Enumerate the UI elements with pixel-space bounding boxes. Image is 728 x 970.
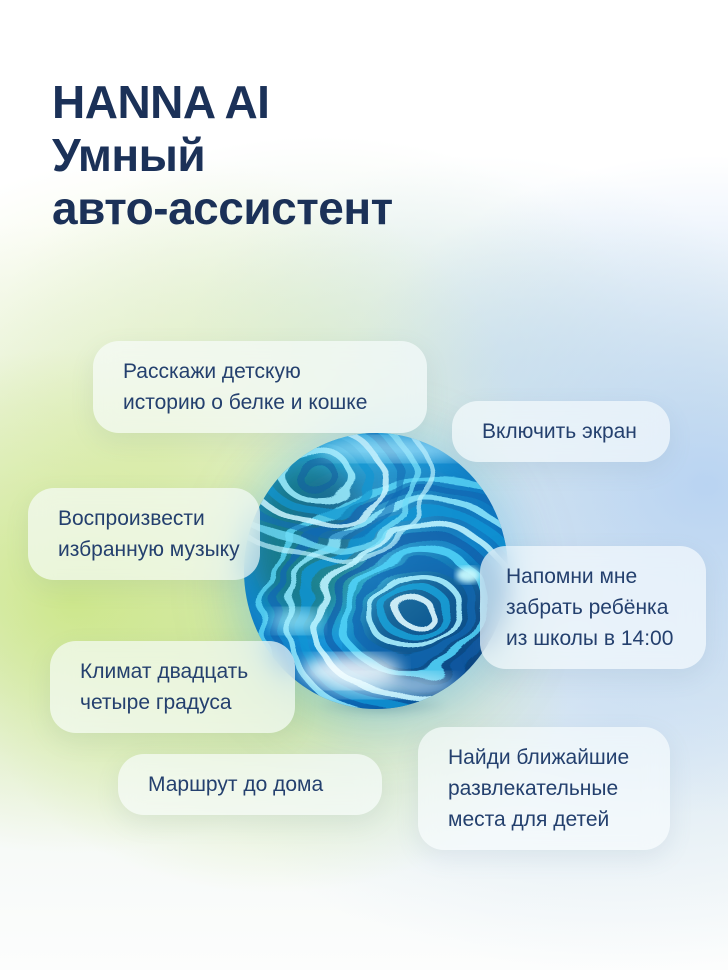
bubble-line: места для детей <box>448 808 610 831</box>
bubble-line: Напомни мне <box>506 565 638 588</box>
brand-name: HANNA AI <box>52 76 270 128</box>
speech-bubble-places <box>418 727 670 850</box>
bubble-line: Расскажи детскую <box>123 360 301 383</box>
title-line-2: авто-ассистент <box>52 182 393 234</box>
bubble-line: развлекательные <box>448 777 619 800</box>
bubble-line: Климат двадцать <box>80 660 249 683</box>
speech-bubble-music <box>28 488 260 580</box>
title-line-1: Умный <box>52 129 206 181</box>
speech-bubble-story <box>93 341 427 433</box>
bubble-line: Воспроизвести <box>58 507 205 530</box>
bubble-line: Маршрут до дома <box>148 773 324 796</box>
bubble-line: четыре градуса <box>80 691 232 714</box>
page-title <box>52 76 393 235</box>
speech-bubble-climate <box>50 641 295 733</box>
bubble-line: Включить экран <box>482 420 637 443</box>
bubble-line: Найди ближайшие <box>448 746 630 769</box>
speech-bubble-route <box>118 754 382 815</box>
bubble-line: историю о белке и кошке <box>123 391 368 414</box>
bubble-line: забрать ребёнка <box>506 596 669 619</box>
bubble-line: из школы в 14:00 <box>506 627 674 650</box>
speech-bubble-reminder <box>480 546 706 669</box>
bubble-line: избранную музыку <box>58 538 240 561</box>
speech-bubble-screen <box>452 401 670 462</box>
